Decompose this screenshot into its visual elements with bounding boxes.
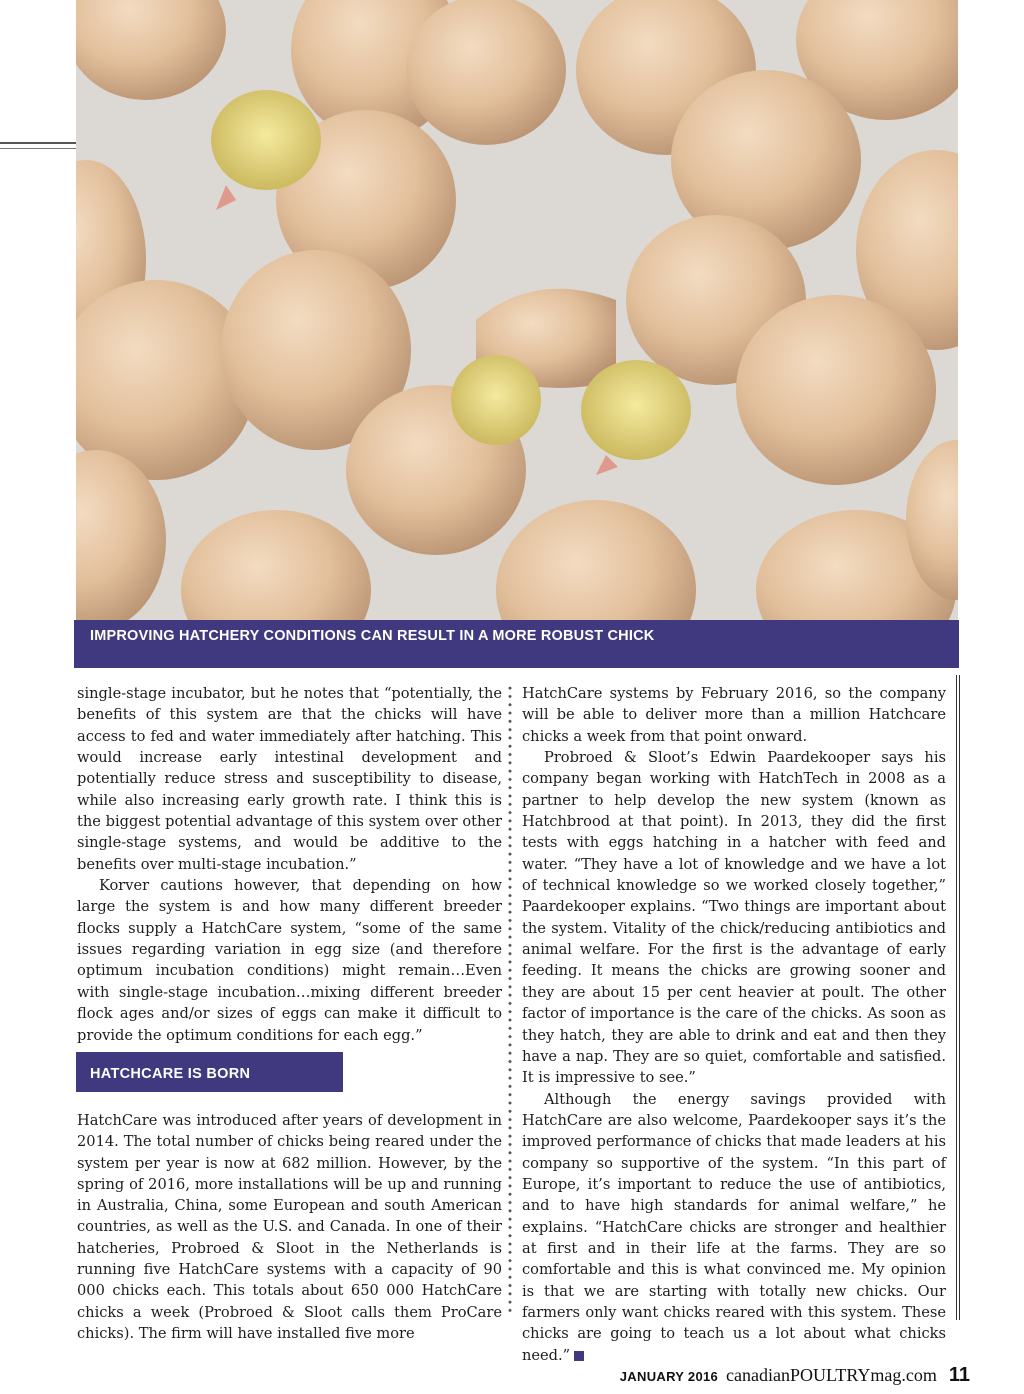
body-text: Although the energy savings provided with HatchCare are also welcome, Paardekooper says it’s the improved performance of chicks that made leaders at his company so supportive of the system. “In this part of Europe, it’s important to reduce the use of antibiotics, and to have high standards for animal welfare,” he explains. “HatchCare chicks are stronger and healthier at first and in their life at the farms. They are so comfortable and this is what convinced me. My opinion is that we are starting with totally new chicks. Our farmers only want chicks reared with this system. These chicks are going to teach us a lot about what chicks need.” <box>522 1090 946 1364</box>
decorative-rule <box>0 142 76 144</box>
decorative-rule <box>959 675 960 1320</box>
magazine-site: canadianPOULTRYmag.com <box>726 1365 937 1385</box>
right-column <box>522 683 946 1366</box>
body-paragraph: Probroed & Sloot’s Edwin Paardekooper says his company began working with HatchTech in 2008 as a partner to help develop the new system (known as Hatchbrood at that point). In 2013, they did the first tests with eggs hatching in a hatcher with feed and water. “They have a lot of knowledge and we have a lot of technical knowledge so we worked closely together,” Paardekooper explains. “Two things are important about the system. Vitality of the chick/reducing antibiotics and animal welfare. For the first is the advantage of early feeding. It means the chicks are growing sooner and they are about 15 per cent heavier at poult. The other factor of importance is the care of the chicks. As soon as they hatch, they are able to drink and eat and then they have a nap. They are so quiet, comfortable and satisfied. It is impressive to see.” <box>522 749 946 1087</box>
decorative-rule <box>0 148 76 149</box>
body-paragraph-last <box>522 1089 946 1366</box>
issue-date: JANUARY 2016 <box>619 1369 719 1384</box>
page-footer <box>620 1364 970 1387</box>
hatching-eggs-photo <box>76 0 958 622</box>
left-column <box>77 683 502 1046</box>
body-paragraph: HatchCare systems by February 2016, so the company will be able to deliver more than a million Hatchcare chicks a week from that point onward. <box>522 685 946 745</box>
decorative-rule <box>956 675 957 1320</box>
body-paragraph: Korver cautions however, that depending on how large the system is and how many different breeder flocks supply a HatchCare system, “some of the same issues regarding variation in egg size (and therefore optimum incubation conditions) might remain…Even with single-stage incubation…mixing different breeder flock ages and/or sizes of eggs can make it difficult to provide the optimum conditions for each egg.” <box>77 877 502 1044</box>
section-heading: HATCHCARE IS BORN <box>76 1052 343 1092</box>
page-number: 11 <box>948 1364 970 1386</box>
left-column-lower <box>77 1110 502 1344</box>
column-divider <box>508 684 512 1316</box>
body-paragraph: HatchCare was introduced after years of development in 2014. The total number of chicks being reared under the system per year is now at 682 million. However, by the spring of 2016, more installations will be up and running in Australia, China, some European and south American countries, as well as the U.S. and Canada. In one of their hatcheries, Probroed & Sloot in the Netherlands is running five HatchCare systems with a capacity of 90 000 chicks each. This totals about 650 000 HatchCare chicks a week (Probroed & Sloot calls them ProCare chicks). The firm will have installed five more <box>77 1112 502 1342</box>
end-mark-icon <box>574 1351 584 1361</box>
photo-caption: IMPROVING HATCHERY CONDITIONS CAN RESULT IN A MORE ROBUST CHICK <box>74 620 959 668</box>
body-paragraph: single-stage incubator, but he notes that “potentially, the benefits of this system are that the chicks will have access to fed and water immediately after hatching. This would increase early intestinal development and potentially reduce stress and susceptibility to disease, while also increasing early growth rate. I think this is the biggest potential advantage of this system over other single-stage systems, and would be additive to the benefits over multi-stage incubation.” <box>77 685 502 873</box>
